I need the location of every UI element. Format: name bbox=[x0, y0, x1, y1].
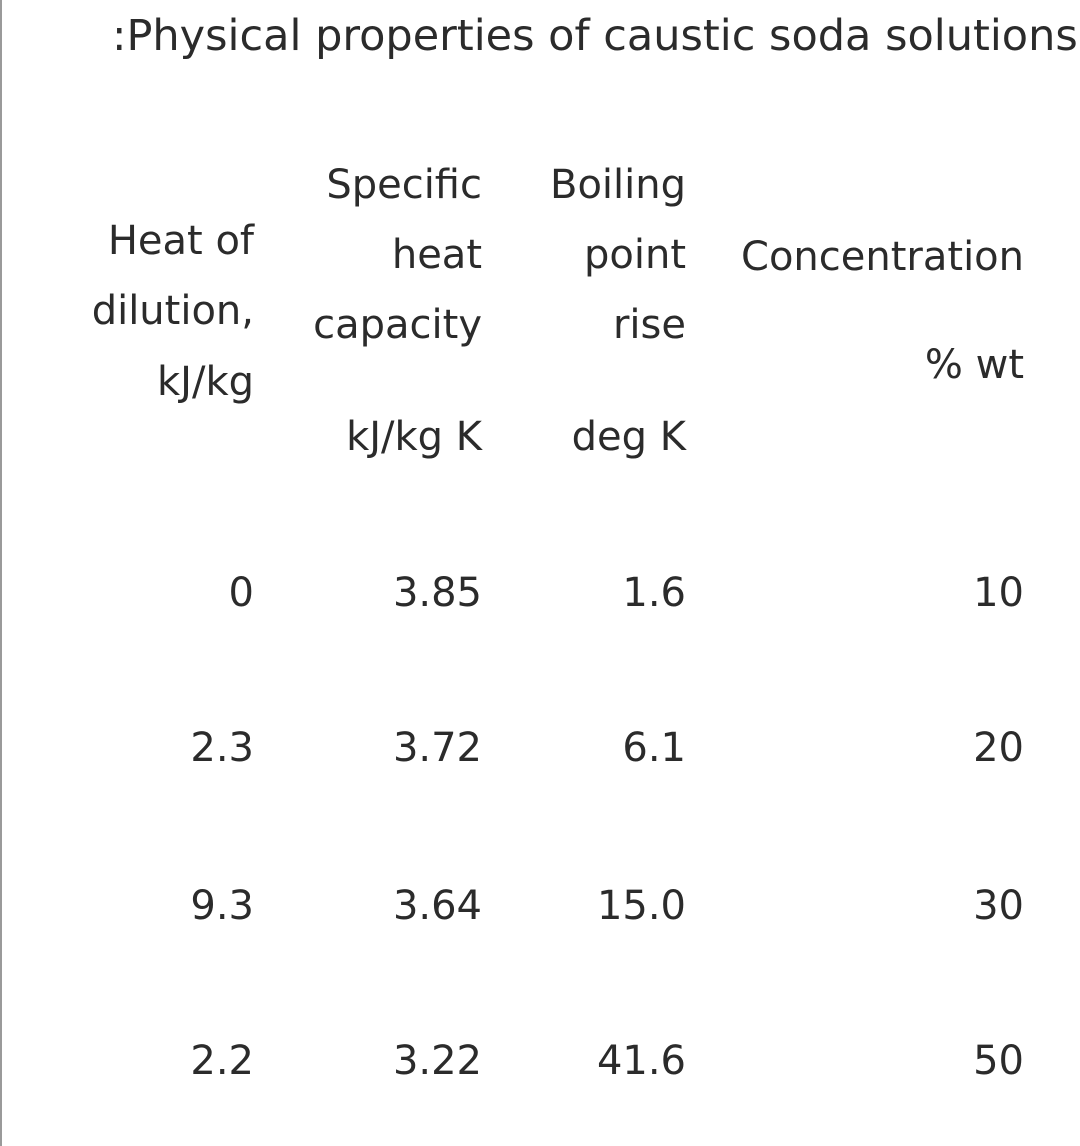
header-line: dilution, bbox=[91, 288, 254, 334]
header-line: Heat of bbox=[107, 218, 254, 264]
table-cell: 3.64 bbox=[392, 883, 482, 929]
header-line: kJ/kg bbox=[157, 359, 254, 405]
header-boiling-point-rise bbox=[550, 150, 686, 360]
table-cell: 50 bbox=[973, 1038, 1024, 1084]
table-cell: 20 bbox=[973, 725, 1024, 771]
table-cell: 2.2 bbox=[190, 1038, 254, 1084]
header-line: capacity bbox=[313, 302, 482, 348]
table-cell: 2.3 bbox=[190, 725, 254, 771]
header-specific-heat-capacity bbox=[313, 150, 482, 360]
header-line: Boiling bbox=[550, 162, 686, 208]
table-cell: 41.6 bbox=[596, 1038, 686, 1084]
table-cell: 15.0 bbox=[596, 883, 686, 929]
table-cell: 3.22 bbox=[392, 1038, 482, 1084]
header-line: heat bbox=[391, 232, 482, 278]
table-cell: 6.1 bbox=[622, 725, 686, 771]
header-line: Specific bbox=[326, 162, 482, 208]
table-cell: 3.85 bbox=[392, 570, 482, 616]
table-cell: 0 bbox=[228, 570, 254, 616]
table-cell: 10 bbox=[973, 570, 1024, 616]
table-cell: 30 bbox=[973, 883, 1024, 929]
header-unit-boiling-point: deg K bbox=[571, 414, 686, 460]
table-row bbox=[0, 876, 1080, 936]
table-row bbox=[0, 718, 1080, 778]
header-line: Concentration bbox=[741, 234, 1024, 280]
header-concentration bbox=[741, 222, 1024, 292]
table-cell: 1.6 bbox=[622, 570, 686, 616]
header-unit-concentration: % wt bbox=[924, 342, 1024, 388]
table-cell: 3.72 bbox=[392, 725, 482, 771]
header-line: point bbox=[583, 232, 686, 278]
table-cell: 9.3 bbox=[190, 883, 254, 929]
header-unit-specific-heat: kJ/kg K bbox=[346, 414, 482, 460]
page-title: :Physical properties of caustic soda solutions bbox=[112, 11, 1078, 61]
table-row bbox=[0, 563, 1080, 623]
header-heat-of-dilution bbox=[92, 206, 254, 346]
header-line: rise bbox=[612, 302, 686, 348]
table-row bbox=[0, 1031, 1080, 1091]
